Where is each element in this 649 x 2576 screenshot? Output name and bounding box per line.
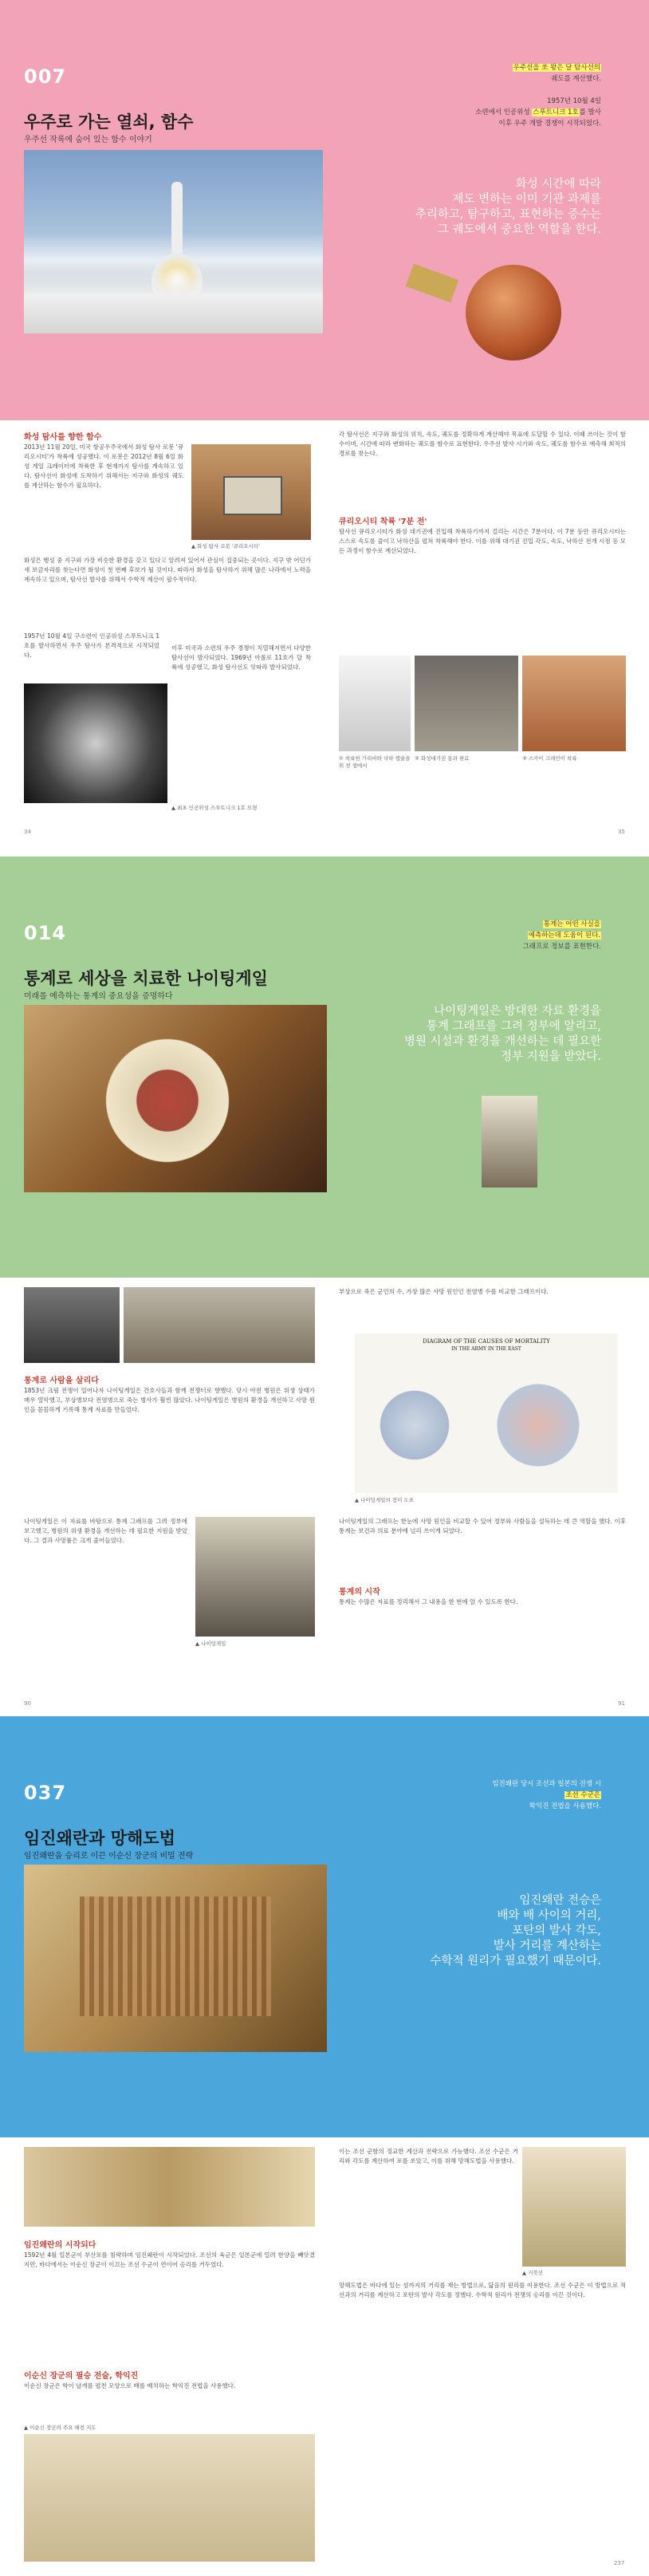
body-text: 이순신 장군은 학이 날개를 펼친 모양으로 배를 배치하는 학익진 전법을 사용했다.	[24, 2382, 236, 2389]
landing-step-2	[415, 656, 518, 751]
section-heading: 화성 탐사를 향한 함수	[24, 433, 102, 442]
page-number: 35	[618, 829, 625, 835]
satellite-icon	[406, 264, 459, 303]
caption: ▲ 거북선	[522, 2270, 543, 2276]
chapter-title: 임진왜란과 망해도법	[24, 1829, 175, 1848]
chart-title: DIAGRAM OF THE CAUSES OF MORTALITY	[423, 1338, 550, 1345]
curiosity-photo	[191, 444, 311, 540]
shuttle-launch-photo	[24, 150, 323, 333]
body-text: 나이팅게일의 그래프는 한눈에 사망 원인을 비교할 수 있어 정부와 사람들을 설득하는 데 큰 역할을 했다. 이후 통계는 보건과 의료 분야에 널리 쓰이게 되었다.	[339, 1518, 626, 1534]
body-text: 2013년 11월 20일, 미국 항공우주국에서 화성 탐사 로봇 '큐리오시티'가 착륙에 성공했다. 이 로봇은 2012년 8월 6일 화성 게일 크레이터에 착륙한 후 현재까지 탐사를 계속하고 있다. 탐사선이 화성에 도착하기 위해서는 지구와 화성의 궤도를 계산하는 함수가 필요하다.	[24, 443, 183, 489]
body-text: 1957년 10월 4일 구소련이 인공위성 스푸트니크 1호를 발사하면서 우주 탐사가 본격적으로 시작되었다.	[24, 632, 159, 659]
spread-2	[0, 1278, 649, 1716]
nightingale-portrait	[482, 1096, 537, 1188]
caption: ② 화성대기권 통과 완료	[415, 755, 470, 762]
mars-icon	[466, 265, 561, 360]
chapter-number: 014	[24, 922, 67, 944]
chart-subtitle: IN THE ARMY IN THE EAST	[451, 1346, 521, 1352]
body-text: 각 탐사선은 지구와 화성의 위치, 속도, 궤도를 정확하게 계산해야 목표에 도달할 수 있다. 이때 쓰이는 것이 함수이며, 시간에 따라 변화하는 궤도를 함수로 표현한다. 우주선 발사 시기와 속도, 궤도를 함수로 예측해 최적의 경로를 찾는다.	[339, 431, 626, 457]
side-notes: 임진왜란 당시 조선과 일본의 전쟁 시 조선 수군은 학익진 전법을 사용했다.	[492, 1780, 601, 1810]
pull-quote: 화성 시간에 따라 제도 변하는 이미 기관 과제를 추리하고, 탐구하고, 표현하는 증수는 그 궤도에서 중요한 역할을 한다.	[415, 178, 601, 236]
body-text: 통계는 수많은 자료를 정리해서 그 내용을 한 번에 알 수 있도록 한다.	[339, 1598, 518, 1605]
section-heading: 임진왜란의 시작되다	[24, 2241, 96, 2250]
war-photo-2	[124, 1287, 315, 1363]
war-photo-1	[24, 1287, 120, 1363]
chapter-007-banner	[0, 0, 649, 420]
chapter-014-banner	[0, 857, 649, 1278]
page-number: 237	[614, 2560, 625, 2566]
caption: ① 착륙한 가리바와 낙하 캡슐을 위 천 셀에서	[339, 755, 411, 769]
body-text: 1853년 크림 전쟁이 일어나자 나이팅게일은 간호사들과 함께 전쟁터로 향했다. 당시 야전 병원은 위생 상태가 매우 열악했고, 부상병보다 전염병으로 죽는 병사가 훨씬 많았다. 나이팅게일은 병원의 환경을 개선하고 사망 원인을 꼼꼼하게 기록해 통계 자료를 만들었다.	[24, 1387, 315, 1413]
body-text: 부상으로 죽은 군인의 수, 가장 많은 사망 원인인 전염병 수를 비교한 그래프이다.	[339, 1288, 549, 1295]
chapter-037-banner	[0, 1716, 649, 2137]
caption: ▲ 화성 탐사 로봇 '큐리오시티'	[191, 543, 260, 549]
section-heading: 큐리오시티 착륙 '7분 전'	[339, 518, 427, 526]
pull-quote: 나이팅게일은 방대한 자료 환경을 통계 그래프를 그려 정부에 알리고, 병원 시설과 환경을 개선하는 데 필요한 정부 지원을 받았다.	[403, 1005, 601, 1063]
section-heading: 통계로 사람을 살리다	[24, 1377, 99, 1385]
landing-step-3	[522, 656, 626, 751]
spread-3	[0, 2137, 649, 2576]
section-heading: 이순신 장군의 필승 전술, 학익진	[24, 2372, 139, 2381]
landing-step-1	[339, 656, 411, 751]
side-notes: 통계는 어떤 사실을 예측하는데 도움이 된다. 그래프로 정보를 표현한다.	[522, 920, 601, 951]
caption: ▲ 나이팅게일의 장미 도표	[355, 1497, 414, 1503]
body-text: 망해도법은 바다에 있는 섬까지의 거리를 재는 방법으로, 닮음의 원리를 이용한다. 조선 수군은 이 방법으로 적선과의 거리를 계산하고 포탄의 발사 각도를 정했다. 수학적 원리가 전쟁의 승리를 이끈 것이다.	[339, 2282, 626, 2298]
chapter-title: 우주로 가는 열쇠, 함수	[24, 112, 194, 132]
chapter-subtitle: 임진왜란을 승리로 이끈 이순신 장군의 비밀 전략	[24, 1852, 194, 1861]
body-text: 화성은 행성 중 지구와 가장 비슷한 환경을 갖고 있다고 알려져 있어서 관심이 집중되는 곳이다. 지구 밖 어딘가 새 보금자리를 찾는다면 화성이 첫 번째 후보가 될 것이다. 따라서 화성을 탐사하기 위해 많은 나라에서 노력을 계속하고 있으며, 탐사선 발사를 위해서 수학적 계산이 필수적이다.	[24, 557, 311, 583]
body-text: 1592년 4월 일본군이 부산포를 침략하며 임진왜란이 시작되었다. 조선의 육군은 일본군에 밀려 한양을 빼앗겼지만, 바다에서는 이순신 장군이 이끄는 조선 수군이 연이어 승리를 거두었다.	[24, 2251, 315, 2268]
nightingale-map-photo	[24, 1005, 327, 1192]
nightingale-photo	[195, 1517, 315, 1637]
chapter-number: 007	[24, 65, 67, 88]
caption: ③ 스카이 크레인이 착륙	[522, 755, 577, 762]
body-text: 탐사선 큐리오시티가 화성 대기권에 진입해 착륙하기까지 걸리는 시간은 7분이다. 이 7분 동안 큐리오시티는 스스로 속도를 줄이고 낙하산을 펼쳐 착륙해야 한다. 이를 위해 대기권 진입 각도, 속도, 낙하산 전개 시점 등 모든 과정이 함수로 계산되었다.	[339, 528, 626, 554]
caption: ▲ 나이팅게일	[195, 1641, 226, 1647]
spread-1	[0, 420, 649, 857]
chapter-number: 037	[24, 1782, 67, 1804]
side-notes: 우주선을 쏘 왕은 달 탐사선의 궤도를 계산했다. 1957년 10월 4일 소련에서 인공위성 스푸트니크 1호를 발사 이후 우주 개발 경쟁이 시작되었다.	[475, 64, 601, 128]
caption: ▲ 이순신 장군의 주요 해전 지도	[24, 2424, 96, 2431]
battle-paintings	[24, 2147, 315, 2227]
caption: ▲ 최초 인공위성 스푸트니크 1호 모형	[171, 805, 258, 811]
pull-quote: 임진왜란 전승은 배와 배 사이의 거리, 포탄의 발사 각도, 발사 거리를 계산하는 수학적 원리가 필요했기 때문이다.	[430, 1894, 601, 1967]
page-number: 34	[24, 829, 31, 835]
body-text: 이후 미국과 소련의 우주 경쟁이 치열해지면서 다양한 탐사선이 발사되었다. 1969년 아폴로 11호가 달 착륙에 성공했고, 화성 탐사선도 잇따라 발사되었다.	[171, 644, 311, 671]
body-text: 나이팅게일은 이 자료를 바탕으로 통계 그래프를 그려 정부에 보고했고, 병원의 위생 환경을 개선하는 데 필요한 지원을 받았다. 그 결과 사망률은 크게 줄어들었다.	[24, 1518, 187, 1544]
body-text: 이는 조선 군함의 정교한 계산과 전략으로 가능했다. 조선 수군은 거리와 각도를 계산하여 포를 쏘았고, 이를 위해 망해도법을 사용했다.	[339, 2148, 518, 2164]
page-number: 91	[618, 1700, 625, 1707]
turtle-ship-drawing	[522, 2147, 626, 2267]
chapter-subtitle: 우주선 작록에 숨어 있는 함수 이야기	[24, 136, 152, 144]
turtle-ship-photo	[24, 1865, 327, 2052]
chapter-subtitle: 미래를 예측하는 통계의 중요성을 증명하다	[24, 992, 173, 1001]
sputnik-photo	[24, 683, 167, 803]
chapter-title: 통계로 세상을 치료한 나이팅게일	[24, 969, 268, 988]
section-heading: 통계의 시작	[339, 1588, 380, 1597]
battle-map	[24, 2434, 315, 2562]
rose-diagram	[355, 1333, 618, 1493]
page-number: 90	[24, 1700, 31, 1707]
